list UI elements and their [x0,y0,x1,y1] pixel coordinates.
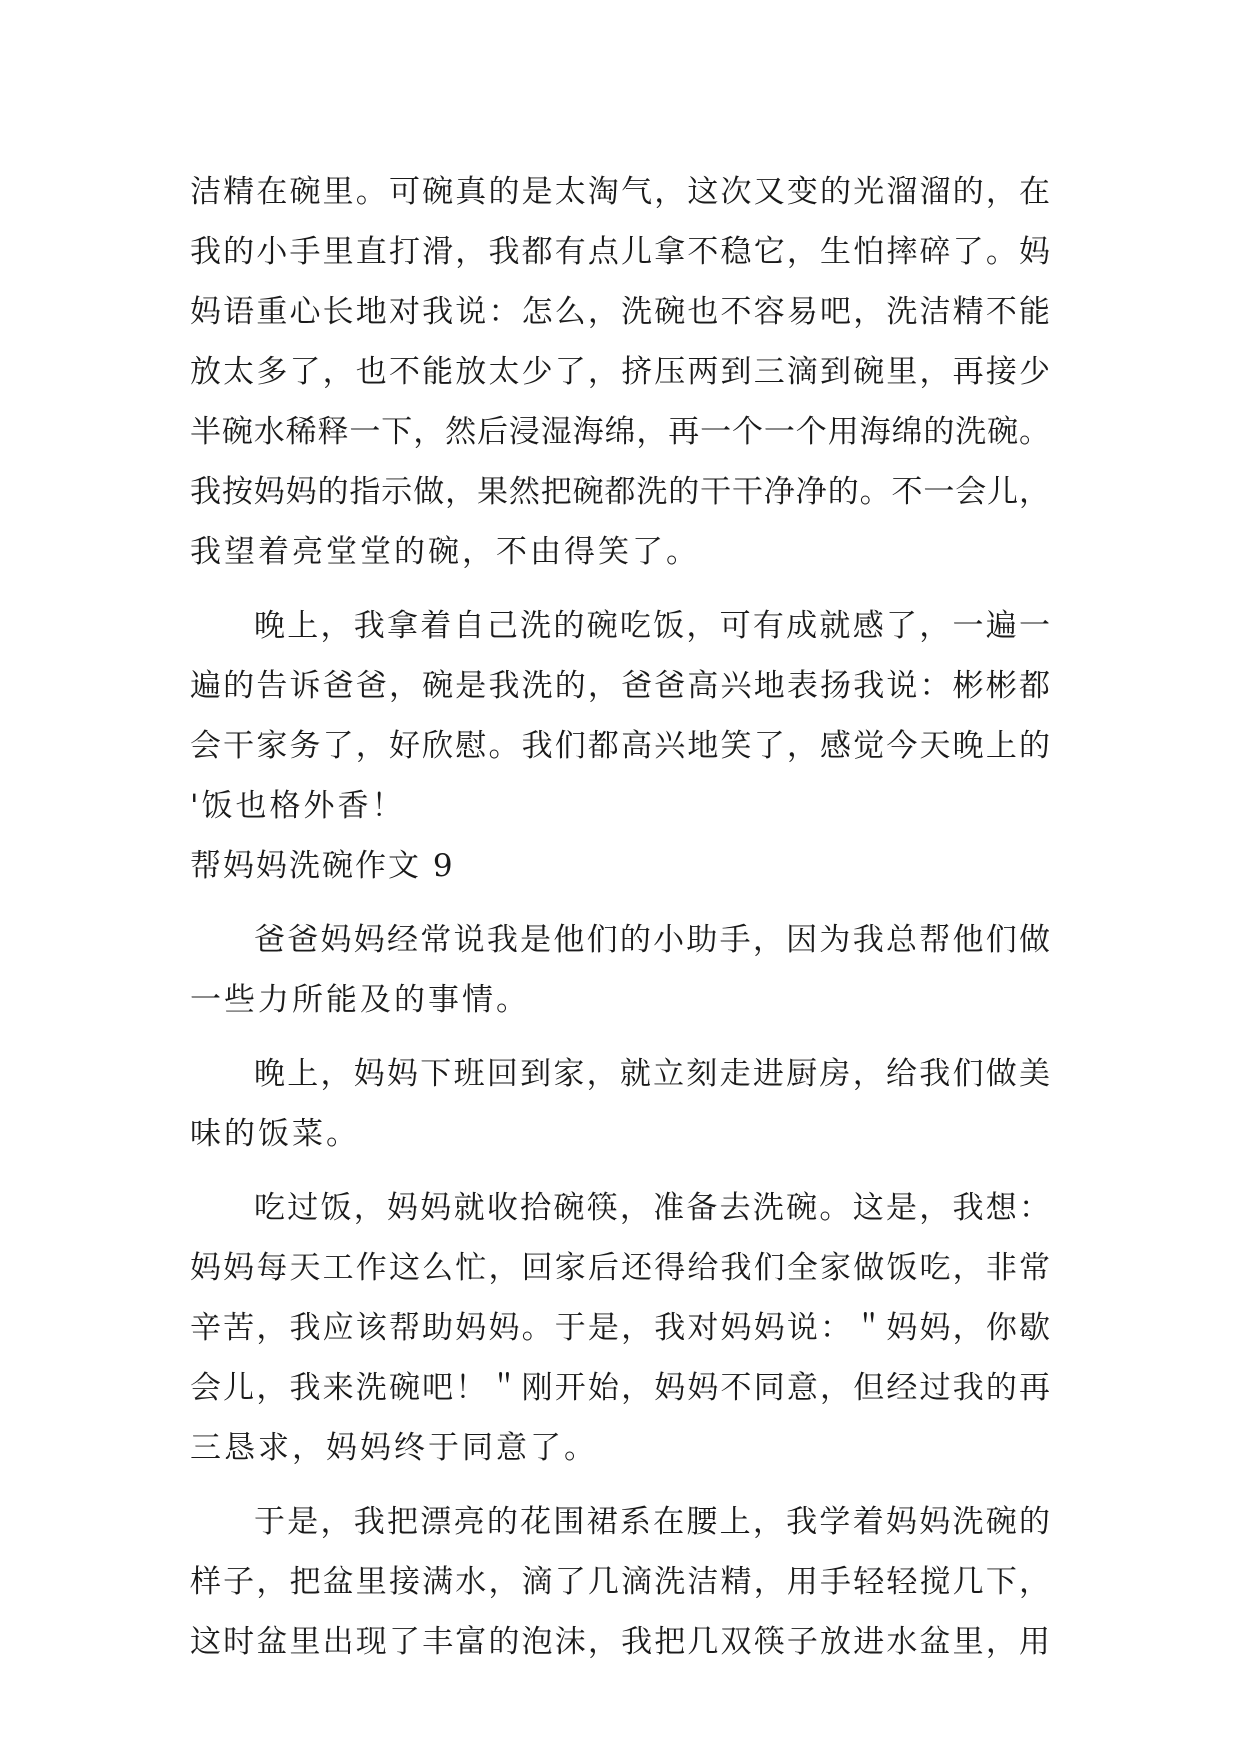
text-line: 放太多了，也不能放太少了，挤压两到三滴到碗里，再接少 [190,354,1050,390]
text-line: 遍的告诉爸爸，碗是我洗的，爸爸高兴地表扬我说：彬彬都 [190,668,1050,704]
text-line: 爸爸妈妈经常说我是他们的小助手，因为我总帮他们做 [254,922,1050,958]
text-line: 我按妈妈的指示做，果然把碗都洗的干干净净的。不一会儿， [190,474,1050,510]
text-line: 辛苦，我应该帮助妈妈。于是，我对妈妈说：＂妈妈，你歇 [190,1310,1050,1346]
paragraph [190,596,1050,836]
text-line: '饭也格外香！ [190,788,406,824]
paragraph [190,910,1050,1030]
paragraph [190,1492,1050,1672]
text-line: 会干家务了，好欣慰。我们都高兴地笑了，感觉今天晚上的 [190,728,1050,764]
text-line: 样子，把盆里接满水，滴了几滴洗洁精，用手轻轻搅几下， [190,1564,1050,1600]
paragraph-continuation [190,162,1050,582]
text-line: 洁精在碗里。可碗真的是太淘气，这次又变的光溜溜的，在 [190,174,1050,210]
paragraph [190,1178,1050,1478]
text-line: 三恳求，妈妈终于同意了。 [190,1430,598,1466]
text-line: 我的小手里直打滑，我都有点儿拿不稳它，生怕摔碎了。妈 [190,234,1050,270]
document-body [190,162,1050,1672]
section-heading: 帮妈妈洗碗作文 9 [190,848,455,884]
text-line: 这时盆里出现了丰富的泡沫，我把几双筷子放进水盆里，用 [190,1624,1050,1660]
text-line: 半碗水稀释一下，然后浸湿海绵，再一个一个用海绵的洗碗。 [190,414,1050,450]
text-line: 妈妈每天工作这么忙，回家后还得给我们全家做饭吃，非常 [190,1250,1050,1286]
text-line: 吃过饭，妈妈就收拾碗筷，准备去洗碗。这是，我想： [254,1190,1050,1226]
text-line: 妈语重心长地对我说：怎么，洗碗也不容易吧，洗洁精不能 [190,294,1050,330]
text-line: 一些力所能及的事情。 [190,982,530,1018]
paragraph [190,1044,1050,1164]
text-line: 我望着亮堂堂的碗，不由得笑了。 [190,534,700,570]
text-line: 晚上，我拿着自己洗的碗吃饭，可有成就感了，一遍一 [254,608,1050,644]
text-line: 于是，我把漂亮的花围裙系在腰上，我学着妈妈洗碗的 [254,1504,1050,1540]
text-line: 味的饭菜。 [190,1116,360,1152]
text-line: 晚上，妈妈下班回到家，就立刻走进厨房，给我们做美 [254,1056,1050,1092]
text-line: 会儿，我来洗碗吧！＂刚开始，妈妈不同意，但经过我的再 [190,1370,1050,1406]
